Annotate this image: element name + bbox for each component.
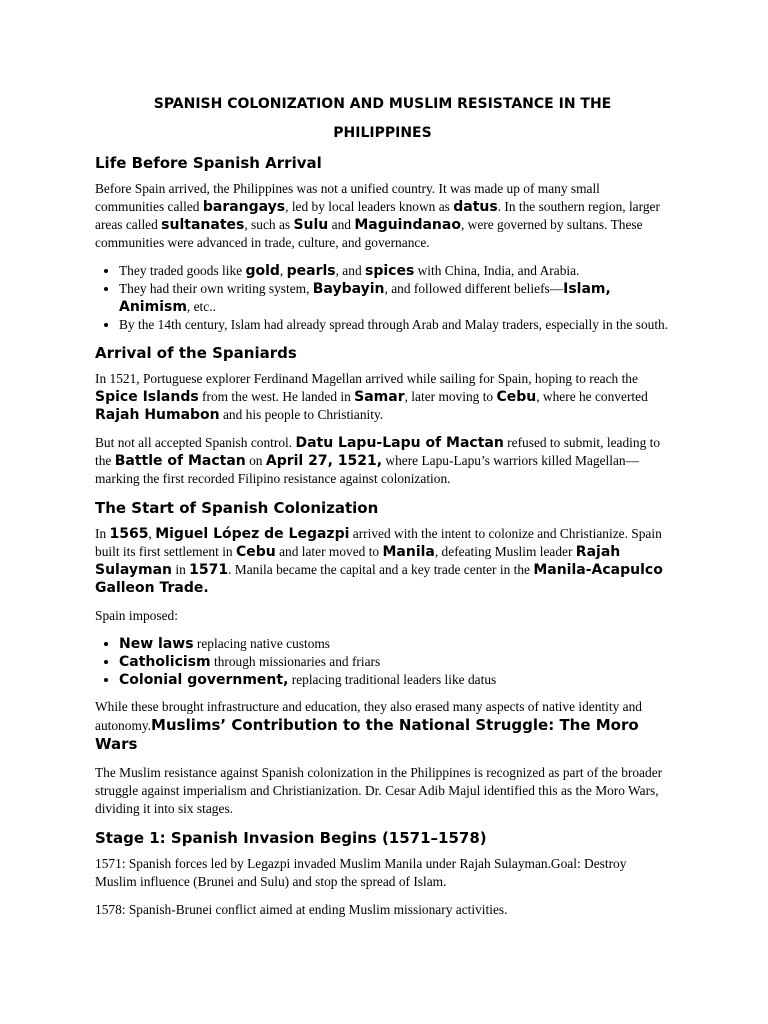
keyword: Maguindanao — [354, 217, 461, 233]
paragraph-stage-1-1571: 1571: Spanish forces led by Legazpi invaded Muslim Manila under Rajah Sulayman.Goal: Destroy Muslim influence (Brunei and Sulu) and stop the spread of Islam. — [95, 856, 627, 889]
paragraph-life-before: Before Spain arrived, the Philippines was not a unified country. It was made up of many small communities called barangays, led by local leaders known as datus. In the southern region, larger areas called sultanates, such as Sulu and Maguindanao, were governed by sultans. These communities were advanced in trade, culture, and governance. — [95, 181, 660, 250]
section-heading-life-before: Life Before Spanish Arrival — [95, 154, 322, 172]
bullet-list-life-before — [95, 262, 670, 334]
paragraph-spain-imposed: Spain imposed: — [95, 608, 178, 623]
paragraph-arrival-1: In 1521, Portuguese explorer Ferdinand Magellan arrived while sailing for Spain, hoping to reach the Spice Islands from the west. He landed in Samar, later moving to Cebu, where he converted Rajah Humabon and his people to Christianity. — [95, 371, 648, 423]
list-item: • Catholicism through missionaries and friars — [119, 653, 670, 671]
list-item: • They traded goods like gold, pearls, and spices with China, India, and Arabia. — [119, 262, 670, 280]
section-heading-start-colonization: The Start of Spanish Colonization — [95, 499, 379, 517]
section-heading-stage-1: Stage 1: Spanish Invasion Begins (1571–1578) — [95, 829, 487, 847]
keyword: barangays — [202, 199, 286, 215]
keyword: datus — [453, 199, 498, 215]
list-item: • Colonial government, replacing traditional leaders like datus — [119, 671, 670, 689]
section-heading-arrival: Arrival of the Spaniards — [95, 344, 297, 362]
bullet-list-imposed — [95, 635, 670, 689]
list-item: • They had their own writing system, Baybayin, and followed different beliefs—Islam, Animism, etc.. — [119, 280, 670, 316]
paragraph-arrival-2: But not all accepted Spanish control. Datu Lapu-Lapu of Mactan refused to submit, leading to the Battle of Mactan on April 27, 1521, where Lapu-Lapu’s warriors killed Magellan—marking the first recorded Filipino resistance against colonization. — [95, 435, 661, 486]
list-item: • By the 14th century, Islam had already spread through Arab and Malay traders, especially in the south. — [119, 316, 670, 334]
list-item: • New laws replacing native customs — [119, 635, 670, 653]
section-heading-moro-wars: Muslims’ Contribution to the National Struggle: The Moro Wars — [95, 716, 639, 753]
document-title: SPANISH COLONIZATION AND MUSLIM RESISTANCE IN THE PHILIPPINES — [153, 96, 612, 141]
keyword: Sulu — [293, 217, 329, 233]
paragraph-infrastructure: While these brought infrastructure and education, they also erased many aspects of native identity and autonomy.Muslims’ Contribution to the National Struggle: The Moro Wars — [95, 699, 642, 753]
keyword: sultanates — [161, 217, 245, 233]
paragraph-stage-1-1578: 1578: Spanish-Brunei conflict aimed at ending Muslim missionary activities. — [95, 902, 508, 917]
paragraph-muslim-resistance: The Muslim resistance against Spanish colonization in the Philippines is recognized as part of the broader struggle against imperialism and Christianization. Dr. Cesar Adib Majul identified this as the Moro Wars, dividing it into six stages. — [95, 765, 663, 816]
paragraph-colonization: In 1565, Miguel López de Legazpi arrived with the intent to colonize and Christianize. Spain built its first settlement in Cebu and later moved to Manila, defeating Muslim leader Rajah Sulayman in 1571. Manila became the capital and a key trade center in the Manila-Acapulco Galleon Trade. — [95, 526, 663, 596]
